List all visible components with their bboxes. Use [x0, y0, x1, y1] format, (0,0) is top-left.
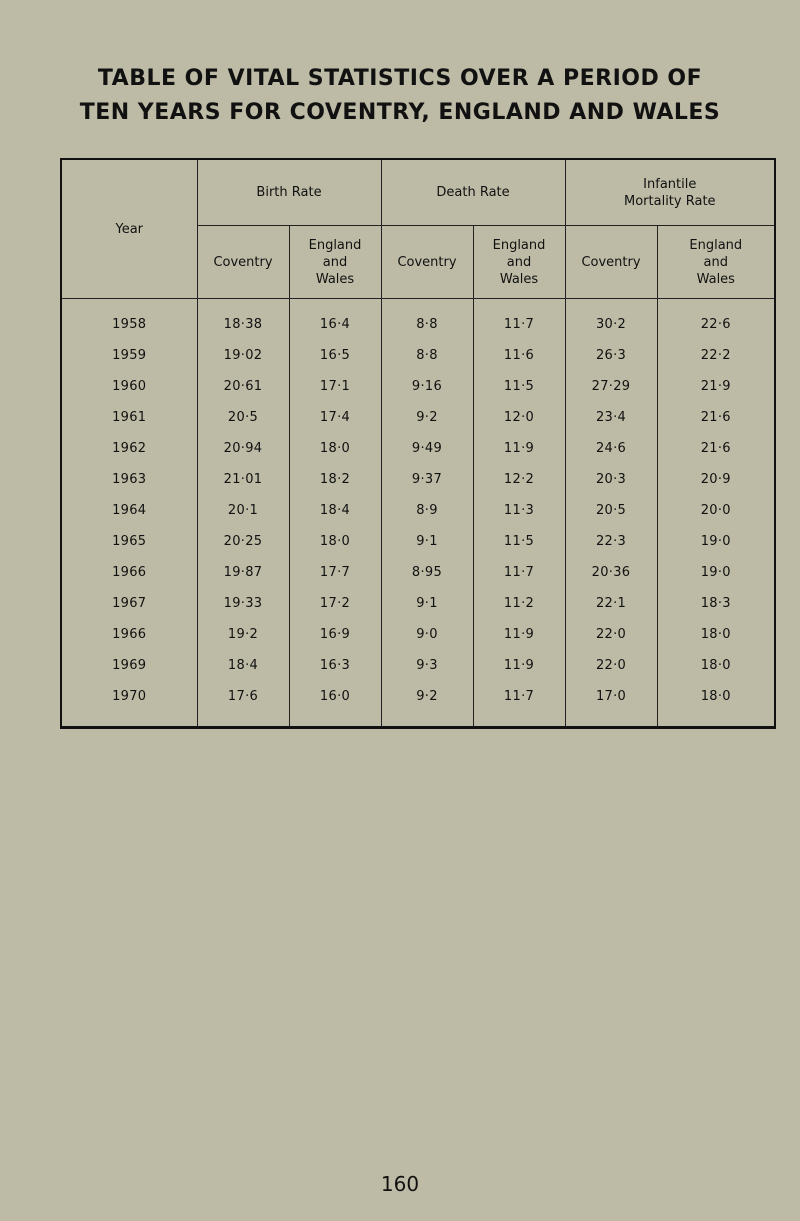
birth-rate-england-wales-cell: 17·2 [289, 588, 381, 619]
birth-rate-coventry-cell: 18·4 [197, 650, 289, 681]
infantile-coventry-cell: 20·5 [565, 495, 657, 526]
birth-rate-coventry-cell: 19·33 [197, 588, 289, 619]
title-line-1: TABLE OF VITAL STATISTICS OVER A PERIOD OF [97, 66, 703, 91]
year-cell: 1960 [61, 371, 197, 402]
year-cell: 1965 [61, 526, 197, 557]
death-rate-coventry-cell: 9·1 [381, 526, 473, 557]
table-row [61, 309, 775, 340]
table-row [61, 526, 775, 557]
table-row [61, 433, 775, 464]
table-row [61, 371, 775, 402]
death-rate-england-wales-cell: 11·7 [473, 309, 565, 340]
infantile-mortality-header [565, 159, 775, 226]
table-row [61, 495, 775, 526]
infantile-england-wales-cell: 21·9 [657, 371, 775, 402]
death-rate-england-wales-cell: 11·5 [473, 526, 565, 557]
death-rate-england-wales-cell: 11·2 [473, 588, 565, 619]
title-line-2: TEN YEARS FOR COVENTRY, ENGLAND AND WALES [79, 100, 721, 125]
infantile-coventry-cell: 27·29 [565, 371, 657, 402]
table-row [61, 588, 775, 619]
birth-rate-england-wales-cell: 16·5 [289, 340, 381, 371]
birth-rate-coventry-cell: 19·02 [197, 340, 289, 371]
death-rate-coventry-cell: 9·0 [381, 619, 473, 650]
death-rate-coventry-cell: 9·16 [381, 371, 473, 402]
death-rate-england-wales-cell: 11·3 [473, 495, 565, 526]
birth-rate-england-wales-cell: 17·7 [289, 557, 381, 588]
birth-rate-coventry-cell: 20·94 [197, 433, 289, 464]
england-wales-label-part: England [689, 237, 743, 253]
year-cell: 1969 [61, 650, 197, 681]
table-row [61, 557, 775, 588]
infantile-header-line-1: Infantile [643, 176, 697, 192]
infantile-coventry-cell: 22·3 [565, 526, 657, 557]
birth-rate-england-wales-cell: 16·0 [289, 681, 381, 712]
birth-rate-england-wales-cell: 17·1 [289, 371, 381, 402]
infantile-coventry-cell: 22·1 [565, 588, 657, 619]
birth-rate-header: Birth Rate [197, 159, 381, 226]
year-cell: 1962 [61, 433, 197, 464]
infantile-england-wales-cell: 21·6 [657, 433, 775, 464]
year-cell: 1970 [61, 681, 197, 712]
birth-rate-england-wales-cell: 18·0 [289, 433, 381, 464]
birth-rate-coventry-cell: 20·1 [197, 495, 289, 526]
year-cell: 1966 [61, 619, 197, 650]
england-wales-label-part: and [506, 254, 532, 270]
death-rate-coventry-cell: 8·8 [381, 309, 473, 340]
england-wales-label-part: and [703, 254, 728, 270]
infantile-england-wales-cell: 19·0 [657, 526, 775, 557]
infantile-england-wales-cell: 21·6 [657, 402, 775, 433]
birth-rate-coventry-cell: 21·01 [197, 464, 289, 495]
infantile-england-wales-cell: 19·0 [657, 557, 775, 588]
england-wales-label-part: England [308, 237, 362, 253]
birth-rate-coventry-cell: 18·38 [197, 309, 289, 340]
england-wales-label-part: England [492, 237, 546, 253]
page-title [0, 62, 800, 130]
death-rate-coventry-cell: 9·49 [381, 433, 473, 464]
death-rate-coventry-cell: 8·9 [381, 495, 473, 526]
england-wales-label-part: Wales [315, 271, 355, 287]
death-rate-header: Death Rate [381, 159, 565, 226]
birth-rate-england-wales-cell: 16·3 [289, 650, 381, 681]
death-rate-england-wales-cell: 11·9 [473, 619, 565, 650]
year-cell: 1967 [61, 588, 197, 619]
infantile-coventry-cell: 24·6 [565, 433, 657, 464]
death-rate-england-wales-cell: 11·9 [473, 650, 565, 681]
infantile-england-wales-cell: 18·0 [657, 650, 775, 681]
infantile-coventry-cell: 23·4 [565, 402, 657, 433]
table-row [61, 681, 775, 712]
year-cell: 1961 [61, 402, 197, 433]
england-wales-label-part: and [322, 254, 348, 270]
infantile-england-wales-cell: 22·2 [657, 340, 775, 371]
birth-rate-coventry-cell: 19·2 [197, 619, 289, 650]
birth-rate-coventry-cell: 17·6 [197, 681, 289, 712]
birth-rate-coventry-cell: 20·61 [197, 371, 289, 402]
infantile-coventry-cell: 26·3 [565, 340, 657, 371]
birth-rate-coventry-cell: 20·25 [197, 526, 289, 557]
birth-rate-england-wales-cell: 18·2 [289, 464, 381, 495]
death-rate-england-wales-cell: 11·7 [473, 681, 565, 712]
birth-rate-england-wales-cell: 17·4 [289, 402, 381, 433]
birth-rate-england-wales-cell: 16·4 [289, 309, 381, 340]
infantile-coventry-cell: 30·2 [565, 309, 657, 340]
infantile-england-wales-cell: 22·6 [657, 309, 775, 340]
birth-rate-coventry-cell: 19·87 [197, 557, 289, 588]
england-wales-label-part: Wales [696, 271, 735, 287]
infantile-coventry-cell: 22·0 [565, 619, 657, 650]
infantile-england-wales-subheader [657, 226, 775, 299]
table-row [61, 402, 775, 433]
infantile-coventry-subheader: Coventry [565, 226, 657, 299]
birth-coventry-subheader: Coventry [197, 226, 289, 299]
death-rate-england-wales-cell: 11·5 [473, 371, 565, 402]
infantile-coventry-cell: 20·36 [565, 557, 657, 588]
infantile-coventry-cell: 17·0 [565, 681, 657, 712]
birth-england-wales-subheader [289, 226, 381, 299]
death-rate-england-wales-cell: 11·9 [473, 433, 565, 464]
death-england-wales-subheader [473, 226, 565, 299]
birth-rate-england-wales-cell: 18·0 [289, 526, 381, 557]
infantile-coventry-cell: 20·3 [565, 464, 657, 495]
birth-rate-england-wales-cell: 16·9 [289, 619, 381, 650]
page-number: 160 [380, 1172, 420, 1196]
table-row [61, 464, 775, 495]
infantile-england-wales-cell: 20·9 [657, 464, 775, 495]
infantile-england-wales-cell: 18·0 [657, 681, 775, 712]
death-rate-england-wales-cell: 12·2 [473, 464, 565, 495]
year-cell: 1966 [61, 557, 197, 588]
england-wales-label-part: Wales [499, 271, 539, 287]
year-cell: 1963 [61, 464, 197, 495]
infantile-england-wales-cell: 18·3 [657, 588, 775, 619]
death-coventry-subheader: Coventry [381, 226, 473, 299]
death-rate-coventry-cell: 8·8 [381, 340, 473, 371]
death-rate-coventry-cell: 9·1 [381, 588, 473, 619]
birth-rate-coventry-cell: 20·5 [197, 402, 289, 433]
year-cell: 1958 [61, 309, 197, 340]
table-row [61, 650, 775, 681]
table-row [61, 619, 775, 650]
death-rate-england-wales-cell: 11·6 [473, 340, 565, 371]
birth-rate-england-wales-cell: 18·4 [289, 495, 381, 526]
death-rate-coventry-cell: 8·95 [381, 557, 473, 588]
year-header: Year [61, 159, 197, 299]
year-cell: 1964 [61, 495, 197, 526]
vital-statistics-table [60, 158, 776, 729]
year-cell: 1959 [61, 340, 197, 371]
infantile-england-wales-cell: 18·0 [657, 619, 775, 650]
death-rate-coventry-cell: 9·3 [381, 650, 473, 681]
table-row [61, 340, 775, 371]
death-rate-coventry-cell: 9·2 [381, 681, 473, 712]
infantile-england-wales-cell: 20·0 [657, 495, 775, 526]
death-rate-england-wales-cell: 12·0 [473, 402, 565, 433]
infantile-coventry-cell: 22·0 [565, 650, 657, 681]
infantile-header-line-2: Mortality Rate [624, 193, 716, 209]
death-rate-england-wales-cell: 11·7 [473, 557, 565, 588]
death-rate-coventry-cell: 9·37 [381, 464, 473, 495]
death-rate-coventry-cell: 9·2 [381, 402, 473, 433]
